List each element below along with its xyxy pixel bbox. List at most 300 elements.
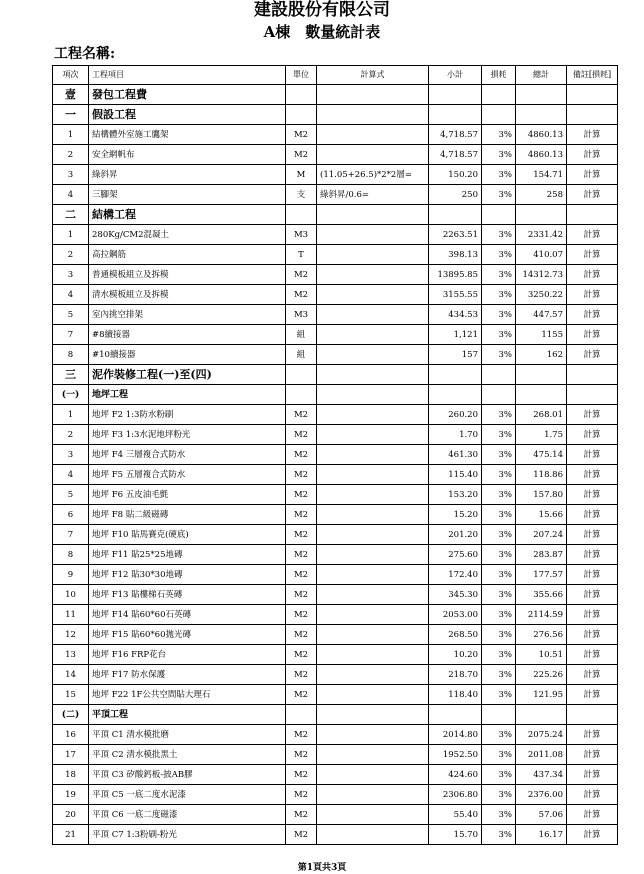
cell-total [516, 105, 567, 125]
cell-formula [317, 265, 429, 285]
cell-unit: M2 [286, 825, 317, 845]
cell-unit: M2 [286, 725, 317, 745]
cell-item: 地坪 F8 貼二級磁磚 [89, 505, 286, 525]
cell-waste [482, 705, 516, 725]
cell-note: 計算 [567, 425, 618, 445]
cell-no: 1 [53, 225, 89, 245]
table-row [53, 765, 618, 785]
cell-note: 計算 [567, 565, 618, 585]
table-row [53, 665, 618, 685]
cell-note: 計算 [567, 325, 618, 345]
cell-note: 計算 [567, 185, 618, 205]
table-row [53, 145, 618, 165]
cell-note: 計算 [567, 165, 618, 185]
cell-no: 18 [53, 765, 89, 785]
cell-total: 355.66 [516, 585, 567, 605]
cell-item: 結構工程 [89, 205, 286, 225]
header-cell-no: 項次 [53, 66, 89, 85]
cell-unit: M [286, 165, 317, 185]
cell-total: 154.71 [516, 165, 567, 185]
cell-waste: 3% [482, 505, 516, 525]
cell-total: 57.06 [516, 805, 567, 825]
cell-unit: M2 [286, 545, 317, 565]
table-row [53, 805, 618, 825]
cell-waste: 3% [482, 245, 516, 265]
cell-waste: 3% [482, 805, 516, 825]
cell-formula [317, 205, 429, 225]
cell-note: 計算 [567, 625, 618, 645]
cell-unit: M2 [286, 565, 317, 585]
cell-note: 計算 [567, 225, 618, 245]
cell-formula [317, 485, 429, 505]
table-row [53, 745, 618, 765]
cell-unit: M2 [286, 145, 317, 165]
cell-note: 計算 [567, 645, 618, 665]
cell-note [567, 105, 618, 125]
cell-unit: M2 [286, 685, 317, 705]
cell-formula [317, 125, 429, 145]
cell-note [567, 365, 618, 385]
cell-formula [317, 825, 429, 845]
table-row [53, 405, 618, 425]
cell-no: 二 [53, 205, 89, 225]
cell-formula [317, 705, 429, 725]
table-row [53, 425, 618, 445]
table-row [53, 685, 618, 705]
cell-note: 計算 [567, 525, 618, 545]
cell-waste: 3% [482, 545, 516, 565]
cell-unit [286, 385, 317, 405]
cell-note: 計算 [567, 665, 618, 685]
cell-note: 計算 [567, 485, 618, 505]
table-row [53, 345, 618, 365]
cell-total [516, 385, 567, 405]
cell-subtotal: 424.60 [429, 765, 482, 785]
cell-item: 平頂 C2 清水模批黑土 [89, 745, 286, 765]
cell-waste: 3% [482, 645, 516, 665]
cell-subtotal: 2306.80 [429, 785, 482, 805]
cell-subtotal: 153.20 [429, 485, 482, 505]
cell-subtotal: 1,121 [429, 325, 482, 345]
cell-subtotal: 55.40 [429, 805, 482, 825]
table-row [53, 285, 618, 305]
cell-unit: M2 [286, 485, 317, 505]
header-cell-note: 備註[損耗] [567, 66, 618, 85]
company-name: 建設股份有限公司 [254, 0, 390, 20]
cell-note: 計算 [567, 585, 618, 605]
cell-formula [317, 525, 429, 545]
cell-unit: M2 [286, 425, 317, 445]
cell-total: 258 [516, 185, 567, 205]
cell-formula [317, 105, 429, 125]
cell-total: 4860.13 [516, 125, 567, 145]
table-row [53, 605, 618, 625]
cell-formula [317, 545, 429, 565]
cell-waste: 3% [482, 225, 516, 245]
cell-item: #10續接器 [89, 345, 286, 365]
cell-item: 平頂 C6 一底二度磁漆 [89, 805, 286, 825]
table-row [53, 785, 618, 805]
cell-formula [317, 285, 429, 305]
cell-note [567, 205, 618, 225]
header-cell-total: 總計 [516, 66, 567, 85]
header-cell-formula: 計算式 [317, 66, 429, 85]
cell-total: 2331.42 [516, 225, 567, 245]
cell-subtotal: 2014.80 [429, 725, 482, 745]
cell-no: 1 [53, 405, 89, 425]
cell-formula [317, 85, 429, 105]
cell-total: 207.24 [516, 525, 567, 545]
cell-formula [317, 605, 429, 625]
cell-no: 11 [53, 605, 89, 625]
cell-waste: 3% [482, 605, 516, 625]
cell-subtotal: 345.30 [429, 585, 482, 605]
table-row [53, 525, 618, 545]
cell-note: 計算 [567, 465, 618, 485]
cell-unit: M2 [286, 805, 317, 825]
cell-unit: M2 [286, 785, 317, 805]
cell-subtotal: 250 [429, 185, 482, 205]
cell-subtotal: 275.60 [429, 545, 482, 565]
cell-item: 平頂 C5 一底二度水泥漆 [89, 785, 286, 805]
table-row [53, 225, 618, 245]
cell-no: 8 [53, 545, 89, 565]
cell-formula [317, 425, 429, 445]
cell-item: 安全網帆布 [89, 145, 286, 165]
cell-total [516, 705, 567, 725]
section-row [53, 365, 618, 385]
cell-unit: M2 [286, 765, 317, 785]
table-row [53, 165, 618, 185]
cell-no: 2 [53, 425, 89, 445]
cell-no: 5 [53, 485, 89, 505]
cell-unit: M2 [286, 625, 317, 645]
cell-subtotal [429, 385, 482, 405]
cell-formula [317, 665, 429, 685]
table-row [53, 825, 618, 845]
cell-note: 計算 [567, 405, 618, 425]
cell-no: 3 [53, 445, 89, 465]
cell-waste [482, 105, 516, 125]
cell-no: 2 [53, 245, 89, 265]
document-title: A棟 數量統計表 [263, 23, 381, 41]
cell-total: 10.51 [516, 645, 567, 665]
cell-total: 276.56 [516, 625, 567, 645]
cell-formula [317, 645, 429, 665]
cell-waste: 3% [482, 405, 516, 425]
cell-unit: M2 [286, 745, 317, 765]
cell-subtotal: 201.20 [429, 525, 482, 545]
cell-no: 21 [53, 825, 89, 845]
cell-total: 2376.00 [516, 785, 567, 805]
cell-note: 計算 [567, 245, 618, 265]
cell-waste: 3% [482, 305, 516, 325]
cell-subtotal: 13895.85 [429, 265, 482, 285]
cell-formula [317, 765, 429, 785]
cell-item: 綠斜昇 [89, 165, 286, 185]
cell-total: 14312.73 [516, 265, 567, 285]
header-cell-item: 工程項目 [89, 66, 286, 85]
cell-unit [286, 705, 317, 725]
cell-waste: 3% [482, 745, 516, 765]
cell-item: 地坪 F10 貼馬賽克(硬底) [89, 525, 286, 545]
cell-note: 計算 [567, 605, 618, 625]
cell-formula [317, 325, 429, 345]
cell-waste [482, 85, 516, 105]
cell-total: 157.80 [516, 485, 567, 505]
table-row [53, 725, 618, 745]
cell-subtotal [429, 105, 482, 125]
cell-waste: 3% [482, 165, 516, 185]
cell-note: 計算 [567, 345, 618, 365]
cell-note [567, 705, 618, 725]
cell-no: 三 [53, 365, 89, 385]
cell-waste: 3% [482, 325, 516, 345]
page-number: 第1頁共3頁 [297, 863, 347, 873]
cell-subtotal: 15.20 [429, 505, 482, 525]
table-row [53, 645, 618, 665]
cell-subtotal: 115.40 [429, 465, 482, 485]
cell-total: 121.95 [516, 685, 567, 705]
cell-formula [317, 685, 429, 705]
cell-subtotal: 157 [429, 345, 482, 365]
cell-formula [317, 445, 429, 465]
cell-item: 清水模板組立及拆模 [89, 285, 286, 305]
cell-formula [317, 345, 429, 365]
cell-item: 平頂 C1 清水模批磨 [89, 725, 286, 745]
cell-waste: 3% [482, 285, 516, 305]
cell-waste: 3% [482, 785, 516, 805]
table-row [53, 265, 618, 285]
table-row [53, 305, 618, 325]
cell-unit: M2 [286, 665, 317, 685]
cell-subtotal: 1952.50 [429, 745, 482, 765]
header-cell-waste: 損耗 [482, 66, 516, 85]
cell-no: 19 [53, 785, 89, 805]
cell-subtotal: 2263.51 [429, 225, 482, 245]
cell-no: 20 [53, 805, 89, 825]
cell-formula [317, 385, 429, 405]
cell-item: 地坪 F16 FRP花台 [89, 645, 286, 665]
cell-subtotal: 4,718.57 [429, 145, 482, 165]
cell-formula [317, 625, 429, 645]
cell-subtotal: 398.13 [429, 245, 482, 265]
table-row [53, 485, 618, 505]
cell-item: 地坪 F6 五皮油毛氈 [89, 485, 286, 505]
cell-unit: M2 [286, 465, 317, 485]
table-row [53, 625, 618, 645]
cell-no: 6 [53, 505, 89, 525]
cell-item: 地坪 F12 貼30*30地磚 [89, 565, 286, 585]
cell-item: 地坪 F15 貼60*60拋光磚 [89, 625, 286, 645]
cell-total: 4860.13 [516, 145, 567, 165]
cell-item: 發包工程費 [89, 85, 286, 105]
header-cell-unit: 單位 [286, 66, 317, 85]
cell-item: 室內挑空排架 [89, 305, 286, 325]
cell-waste: 3% [482, 565, 516, 585]
section-row [53, 105, 618, 125]
cell-waste: 3% [482, 765, 516, 785]
cell-unit: M2 [286, 525, 317, 545]
cell-note: 計算 [567, 285, 618, 305]
cell-formula [317, 365, 429, 385]
cell-item: 地坪 F3 1:3水泥地坪粉光 [89, 425, 286, 445]
cell-unit: M2 [286, 265, 317, 285]
cell-subtotal: 4,718.57 [429, 125, 482, 145]
cell-waste: 3% [482, 585, 516, 605]
cell-no: 7 [53, 325, 89, 345]
cell-no: 13 [53, 645, 89, 665]
cell-subtotal: 118.40 [429, 685, 482, 705]
cell-no: 17 [53, 745, 89, 765]
cell-waste: 3% [482, 345, 516, 365]
cell-waste: 3% [482, 825, 516, 845]
cell-note: 計算 [567, 725, 618, 745]
quantity-table [52, 65, 618, 845]
cell-total: 2075.24 [516, 725, 567, 745]
cell-total: 475.14 [516, 445, 567, 465]
cell-subtotal: 172.40 [429, 565, 482, 585]
cell-note: 計算 [567, 685, 618, 705]
cell-waste: 3% [482, 665, 516, 685]
cell-no: (一) [53, 385, 89, 405]
cell-unit: M3 [286, 225, 317, 245]
cell-formula [317, 805, 429, 825]
cell-item: 普通模板組立及拆模 [89, 265, 286, 285]
cell-subtotal [429, 85, 482, 105]
cell-no: (二) [53, 705, 89, 725]
cell-formula [317, 565, 429, 585]
cell-item: 泥作裝修工程(一)至(四) [89, 365, 286, 385]
cell-unit: M3 [286, 305, 317, 325]
cell-subtotal: 10.20 [429, 645, 482, 665]
table-body [53, 85, 618, 845]
cell-formula [317, 505, 429, 525]
cell-item: 地坪 F11 貼25*25地磚 [89, 545, 286, 565]
cell-item: 地坪 F14 貼60*60石英磚 [89, 605, 286, 625]
table-row [53, 585, 618, 605]
cell-no: 9 [53, 565, 89, 585]
table-header-row [53, 66, 618, 85]
project-name-label: 工程名稱: [54, 46, 116, 62]
table-row [53, 445, 618, 465]
cell-item: 地坪 F13 貼樓梯石英磚 [89, 585, 286, 605]
cell-subtotal: 218.70 [429, 665, 482, 685]
cell-item: 地坪 F5 五層複合式防水 [89, 465, 286, 485]
cell-note: 計算 [567, 125, 618, 145]
cell-formula [317, 725, 429, 745]
cell-waste: 3% [482, 125, 516, 145]
subsection-row [53, 385, 618, 405]
cell-no: 12 [53, 625, 89, 645]
cell-note [567, 85, 618, 105]
cell-waste: 3% [482, 725, 516, 745]
table-row [53, 125, 618, 145]
cell-item: 三腳架 [89, 185, 286, 205]
cell-no: 5 [53, 305, 89, 325]
cell-unit: M2 [286, 505, 317, 525]
cell-item: 地坪工程 [89, 385, 286, 405]
cell-unit: M2 [286, 125, 317, 145]
cell-note: 計算 [567, 505, 618, 525]
table-row [53, 565, 618, 585]
cell-unit [286, 205, 317, 225]
table-row [53, 505, 618, 525]
cell-note: 計算 [567, 145, 618, 165]
cell-note: 計算 [567, 445, 618, 465]
cell-note: 計算 [567, 745, 618, 765]
cell-unit: M2 [286, 405, 317, 425]
cell-total: 16.17 [516, 825, 567, 845]
cell-subtotal: 1.70 [429, 425, 482, 445]
cell-formula [317, 245, 429, 265]
cell-no: 4 [53, 465, 89, 485]
cell-unit: M2 [286, 445, 317, 465]
cell-no: 15 [53, 685, 89, 705]
cell-formula [317, 405, 429, 425]
cell-total: 410.07 [516, 245, 567, 265]
cell-no: 一 [53, 105, 89, 125]
cell-waste: 3% [482, 265, 516, 285]
cell-waste [482, 365, 516, 385]
cell-waste: 3% [482, 185, 516, 205]
cell-subtotal: 150.20 [429, 165, 482, 185]
cell-unit [286, 105, 317, 125]
section-row [53, 205, 618, 225]
cell-total: 225.26 [516, 665, 567, 685]
section-row [53, 85, 618, 105]
cell-unit: M2 [286, 605, 317, 625]
cell-note: 計算 [567, 545, 618, 565]
header-cell-subtotal: 小計 [429, 66, 482, 85]
cell-no: 8 [53, 345, 89, 365]
cell-total: 2114.59 [516, 605, 567, 625]
cell-total [516, 85, 567, 105]
cell-subtotal: 15.70 [429, 825, 482, 845]
cell-no: 壹 [53, 85, 89, 105]
cell-note: 計算 [567, 765, 618, 785]
cell-formula: (11.05+26.5)*2*2層= [317, 165, 429, 185]
cell-no: 10 [53, 585, 89, 605]
cell-total: 437.34 [516, 765, 567, 785]
cell-no: 7 [53, 525, 89, 545]
cell-unit: M2 [286, 645, 317, 665]
cell-formula [317, 145, 429, 165]
cell-subtotal: 268.50 [429, 625, 482, 645]
cell-subtotal [429, 365, 482, 385]
cell-total: 1155 [516, 325, 567, 345]
cell-note: 計算 [567, 265, 618, 285]
table-row [53, 245, 618, 265]
cell-no: 14 [53, 665, 89, 685]
cell-no: 16 [53, 725, 89, 745]
cell-formula [317, 745, 429, 765]
cell-formula [317, 465, 429, 485]
cell-formula [317, 225, 429, 245]
cell-formula [317, 305, 429, 325]
cell-waste: 3% [482, 425, 516, 445]
cell-no: 1 [53, 125, 89, 145]
subsection-row [53, 705, 618, 725]
cell-note: 計算 [567, 805, 618, 825]
cell-subtotal [429, 205, 482, 225]
cell-total: 118.86 [516, 465, 567, 485]
cell-waste: 3% [482, 685, 516, 705]
cell-item: #8續接器 [89, 325, 286, 345]
cell-no: 3 [53, 165, 89, 185]
cell-formula [317, 785, 429, 805]
cell-item: 地坪 F2 1:3防水粉刷 [89, 405, 286, 425]
